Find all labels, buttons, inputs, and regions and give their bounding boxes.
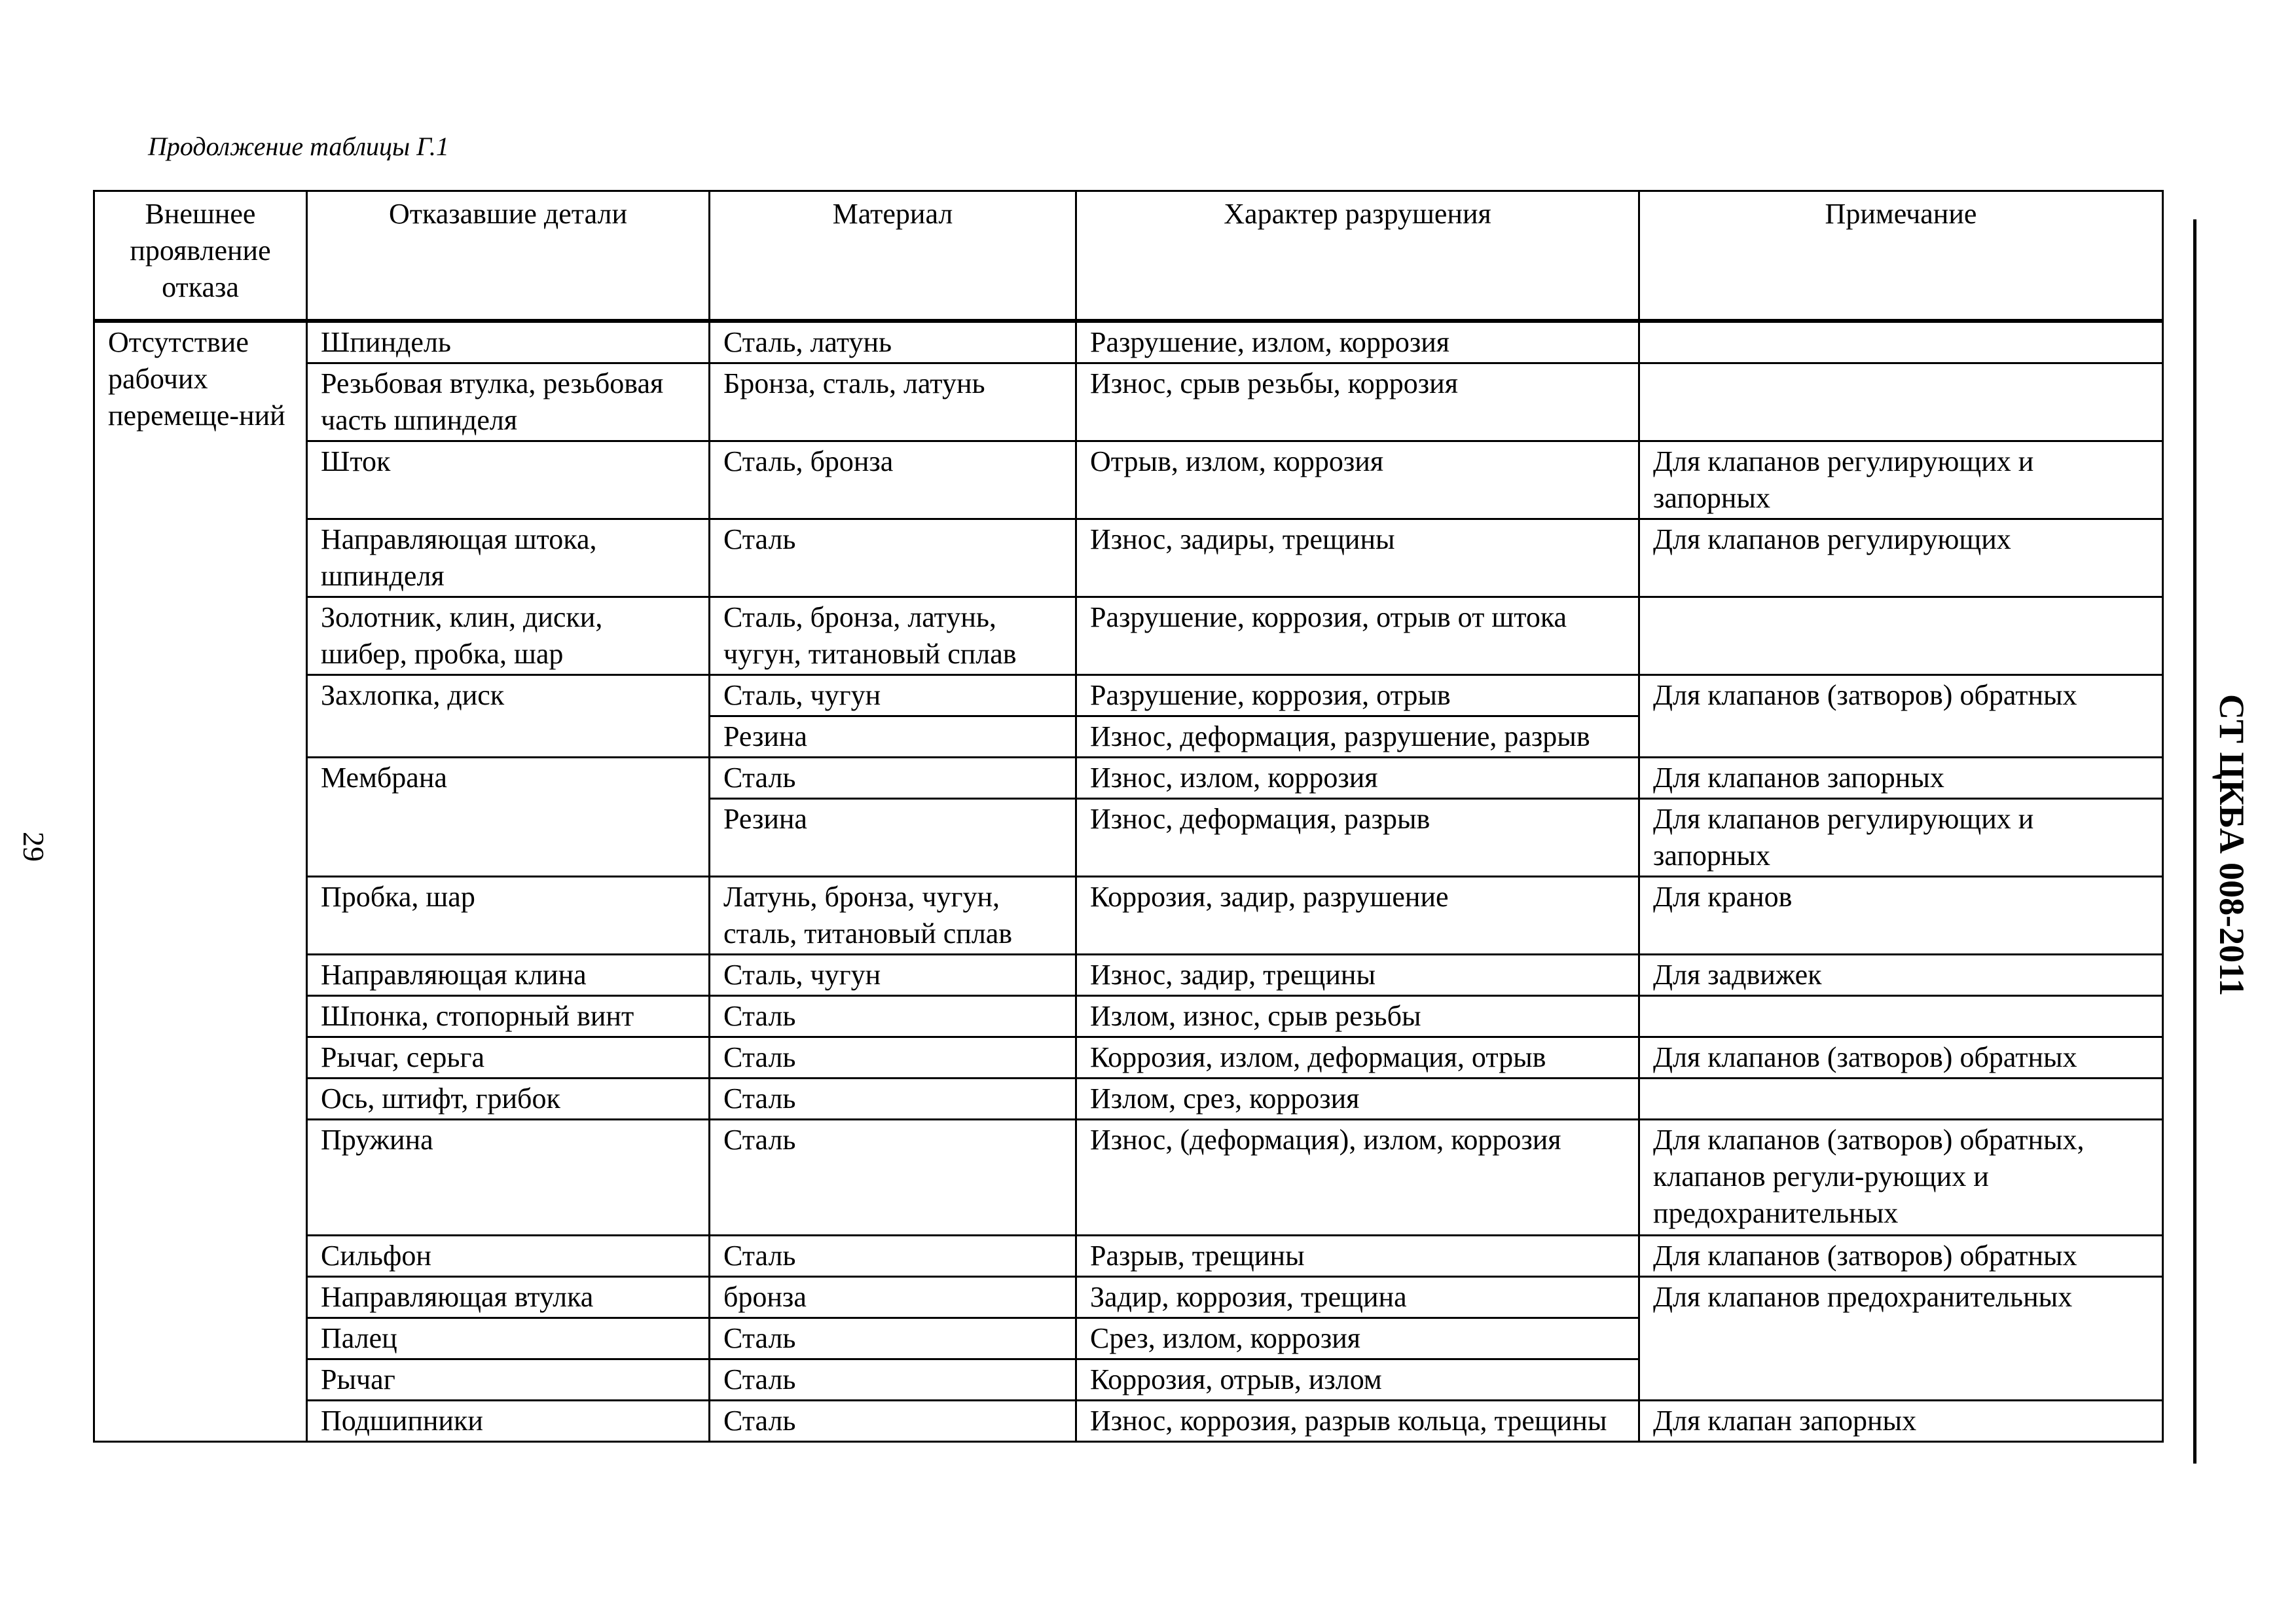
part-cell: Шпиндель [307, 321, 710, 363]
table-row [94, 1120, 2163, 1236]
failure-table [93, 190, 2164, 1443]
damage-cell: Разрыв, трещины [1076, 1236, 1639, 1277]
table-row [94, 675, 2163, 716]
table-row [94, 1277, 2163, 1318]
damage-cell: Отрыв, излом, коррозия [1076, 441, 1639, 519]
damage-cell: Износ, задиры, трещины [1076, 519, 1639, 597]
table-row [94, 363, 2163, 441]
note-cell: Для клапанов (затворов) обратных [1639, 1037, 2163, 1079]
table-row [94, 877, 2163, 955]
damage-cell: Износ, излом, коррозия [1076, 758, 1639, 799]
material-cell: Сталь, бронза [710, 441, 1076, 519]
table-row [94, 321, 2163, 363]
note-cell: Для клапанов (затворов) обратных [1639, 1236, 2163, 1277]
material-cell: Сталь [710, 1236, 1076, 1277]
part-cell: Золотник, клин, диски, шибер, пробка, шар [307, 597, 710, 675]
damage-cell: Износ, деформация, разрыв [1076, 799, 1639, 877]
note-cell [1639, 1079, 2163, 1120]
page-number: 29 [17, 832, 50, 862]
header-material: Материал [710, 191, 1076, 322]
note-cell: Для кранов [1639, 877, 2163, 955]
material-cell: Латунь, бронза, чугун, сталь, титановый сплав [710, 877, 1076, 955]
part-cell: Шток [307, 441, 710, 519]
material-cell: Сталь, чугун [710, 675, 1076, 716]
note-cell: Для клапанов регулирующих [1639, 519, 2163, 597]
part-cell: Направляющая втулка [307, 1277, 710, 1318]
part-cell: Резьбовая втулка, резьбовая часть шпинделя [307, 363, 710, 441]
margin-rule [2193, 219, 2196, 1464]
damage-cell: Износ, задир, трещины [1076, 955, 1639, 996]
header-failed-parts: Отказавшие детали [307, 191, 710, 322]
damage-cell: Разрушение, коррозия, отрыв от штока [1076, 597, 1639, 675]
damage-cell: Коррозия, отрыв, излом [1076, 1359, 1639, 1401]
table-header-row [94, 191, 2163, 322]
part-cell: Пружина [307, 1120, 710, 1236]
note-cell [1639, 996, 2163, 1037]
part-cell: Палец [307, 1318, 710, 1359]
table-caption: Продолжение таблицы Г.1 [148, 132, 449, 161]
material-cell: Сталь [710, 1401, 1076, 1442]
damage-cell: Коррозия, задир, разрушение [1076, 877, 1639, 955]
material-cell: Сталь [710, 1359, 1076, 1401]
part-cell: Захлопка, диск [307, 675, 710, 758]
part-cell: Шпонка, стопорный винт [307, 996, 710, 1037]
material-cell: Сталь [710, 519, 1076, 597]
table-row [94, 1037, 2163, 1079]
material-cell: Сталь [710, 1037, 1076, 1079]
part-cell: Пробка, шар [307, 877, 710, 955]
document-code: СТ ЦКБА 008-2011 [2212, 694, 2251, 997]
damage-cell: Разрушение, излом, коррозия [1076, 321, 1639, 363]
table-row [94, 758, 2163, 799]
table-row [94, 441, 2163, 519]
note-cell: Для клапанов (затворов) обратных, клапанов регули-рующих и предохранительных [1639, 1120, 2163, 1236]
table-row [94, 1236, 2163, 1277]
material-cell: Сталь [710, 1318, 1076, 1359]
part-cell: Направляющая клина [307, 955, 710, 996]
part-cell: Ось, штифт, грибок [307, 1079, 710, 1120]
note-cell: Для клапанов запорных [1639, 758, 2163, 799]
note-cell: Для клапан запорных [1639, 1401, 2163, 1442]
note-cell: Для клапанов регулирующих и запорных [1639, 441, 2163, 519]
note-cell: Для клапанов предохранительных [1639, 1277, 2163, 1401]
damage-cell: Коррозия, излом, деформация, отрыв [1076, 1037, 1639, 1079]
table-row [94, 519, 2163, 597]
table-row [94, 597, 2163, 675]
header-note: Примечание [1639, 191, 2163, 322]
material-cell: Резина [710, 716, 1076, 758]
damage-cell: Излом, износ, срыв резьбы [1076, 996, 1639, 1037]
part-cell: Рычаг [307, 1359, 710, 1401]
damage-cell: Износ, срыв резьбы, коррозия [1076, 363, 1639, 441]
part-cell: Сильфон [307, 1236, 710, 1277]
header-failure-manifestation: Внешнее проявление отказа [94, 191, 307, 322]
note-cell: Для клапанов регулирующих и запорных [1639, 799, 2163, 877]
material-cell: Сталь [710, 996, 1076, 1037]
damage-cell: Излом, срез, коррозия [1076, 1079, 1639, 1120]
damage-cell: Разрушение, коррозия, отрыв [1076, 675, 1639, 716]
note-cell [1639, 597, 2163, 675]
damage-cell: Задир, коррозия, трещина [1076, 1277, 1639, 1318]
note-cell [1639, 321, 2163, 363]
failure-group-label: Отсутствие рабочих перемеще-ний [94, 321, 307, 1442]
material-cell: Бронза, сталь, латунь [710, 363, 1076, 441]
note-cell: Для задвижек [1639, 955, 2163, 996]
material-cell: бронза [710, 1277, 1076, 1318]
table-row [94, 1401, 2163, 1442]
material-cell: Сталь [710, 758, 1076, 799]
material-cell: Сталь, латунь [710, 321, 1076, 363]
material-cell: Резина [710, 799, 1076, 877]
header-damage-type: Характер разрушения [1076, 191, 1639, 322]
table-row [94, 1079, 2163, 1120]
table-row [94, 955, 2163, 996]
damage-cell: Износ, коррозия, разрыв кольца, трещины [1076, 1401, 1639, 1442]
material-cell: Сталь [710, 1120, 1076, 1236]
table-row [94, 996, 2163, 1037]
part-cell: Мембрана [307, 758, 710, 877]
material-cell: Сталь, бронза, латунь, чугун, титановый сплав [710, 597, 1076, 675]
note-cell: Для клапанов (затворов) обратных [1639, 675, 2163, 758]
material-cell: Сталь, чугун [710, 955, 1076, 996]
part-cell: Подшипники [307, 1401, 710, 1442]
part-cell: Направляющая штока, шпинделя [307, 519, 710, 597]
note-cell [1639, 363, 2163, 441]
damage-cell: Износ, деформация, разрушение, разрыв [1076, 716, 1639, 758]
material-cell: Сталь [710, 1079, 1076, 1120]
damage-cell: Срез, излом, коррозия [1076, 1318, 1639, 1359]
part-cell: Рычаг, серьга [307, 1037, 710, 1079]
damage-cell: Износ, (деформация), излом, коррозия [1076, 1120, 1639, 1236]
